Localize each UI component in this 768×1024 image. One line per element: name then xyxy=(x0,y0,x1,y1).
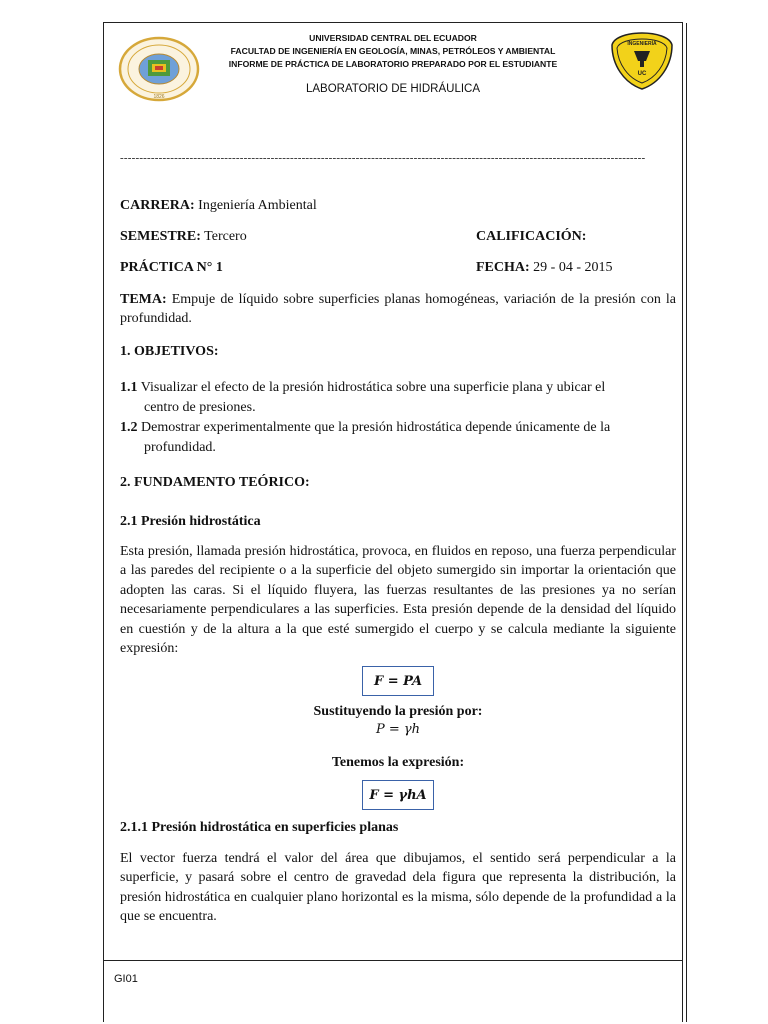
tema-field: TEMA: Empuje de líquido sobre superficies planas homogéneas, variación de la presión con la profundidad. xyxy=(120,292,676,327)
section-heading: 2.1.1 Presión hidrostática en superficies planas xyxy=(120,820,399,835)
footer-divider xyxy=(103,960,683,961)
lab-title: LABORATORIO DE HIDRÁULICA xyxy=(305,83,481,95)
fecha-field: FECHA: 29 - 04 - 2015 xyxy=(476,260,613,275)
theory-heading: 2. FUNDAMENTO TEÓRICO: xyxy=(120,475,310,490)
semestre-field: SEMESTRE: Tercero xyxy=(120,229,247,244)
svg-text:INGENIERÍA: INGENIERÍA xyxy=(627,41,657,47)
formula-caption: Sustituyendo la presión por: xyxy=(313,704,483,719)
carrera-field: CARRERA: Ingeniería Ambiental xyxy=(120,198,317,213)
university-name: UNIVERSIDAD CENTRAL DEL ECUADOR xyxy=(309,33,477,43)
objective-item: 1.1 Visualizar el efecto de la presión hidrostática sobre una superficie plana y ubicar el xyxy=(120,380,606,395)
formula-box: F = γhA xyxy=(362,780,434,810)
faculty-name: FACULTAD DE INGENIERÍA EN GEOLOGÍA, MINAS, PETRÓLEOS Y AMBIENTAL xyxy=(230,46,556,56)
svg-text:1826: 1826 xyxy=(153,94,165,100)
svg-text:UC: UC xyxy=(637,71,647,77)
theory-paragraph: Esta presión, llamada presión hidrostática, provoca, en fluidos en reposo, una fuerza perpendicular a las paredes del recipiente o a la superficie del objeto sumergido sin importar la orientación que adopten las caras. Si el líquido fluyera, las fuerzas resultantes de las presiones ya no serían necesariamente perpendiculares a las superficies. Esta presión depende de la densidad del líquido en cuestión y de la altura a la que esté sumergido el cuerpo y se calcula mediante la siguiente expresión: xyxy=(120,544,676,657)
formula-inline: P = γh xyxy=(375,722,421,737)
objective-item: 1.2 Demostrar experimentalmente que la presión hidrostática depende únicamente de la xyxy=(120,420,611,435)
calificacion-label: CALIFICACIÓN: xyxy=(476,229,587,244)
document-header xyxy=(103,32,683,71)
dashed-divider: ---------------------------------------------------------------------------------------------------------------------------------------- xyxy=(120,152,646,164)
section-heading: 2.1 Presión hidrostática xyxy=(120,514,261,529)
practica-label: PRÁCTICA N° 1 xyxy=(120,260,223,275)
objectives-heading: 1. OBJETIVOS: xyxy=(120,344,219,359)
formula-box: F = PA xyxy=(362,666,434,696)
report-type: INFORME DE PRÁCTICA DE LABORATORIO PREPARADO POR EL ESTUDIANTE xyxy=(228,59,558,69)
objective-item-cont: centro de presiones. xyxy=(144,400,256,415)
formula-caption: Tenemos la expresión: xyxy=(331,755,465,770)
theory-paragraph: El vector fuerza tendrá el valor del área que dibujamos, el sentido será perpendicular a la superficie, y pasará sobre el centro de gravedad dela figura que representa la distribución, la presión hidrostática en cualquier plano horizontal es la misma, sólo depende de la profundidad a la que se encuentra. xyxy=(120,851,676,925)
objective-item-cont: profundidad. xyxy=(144,440,216,455)
footer-code: GI01 xyxy=(114,973,138,985)
